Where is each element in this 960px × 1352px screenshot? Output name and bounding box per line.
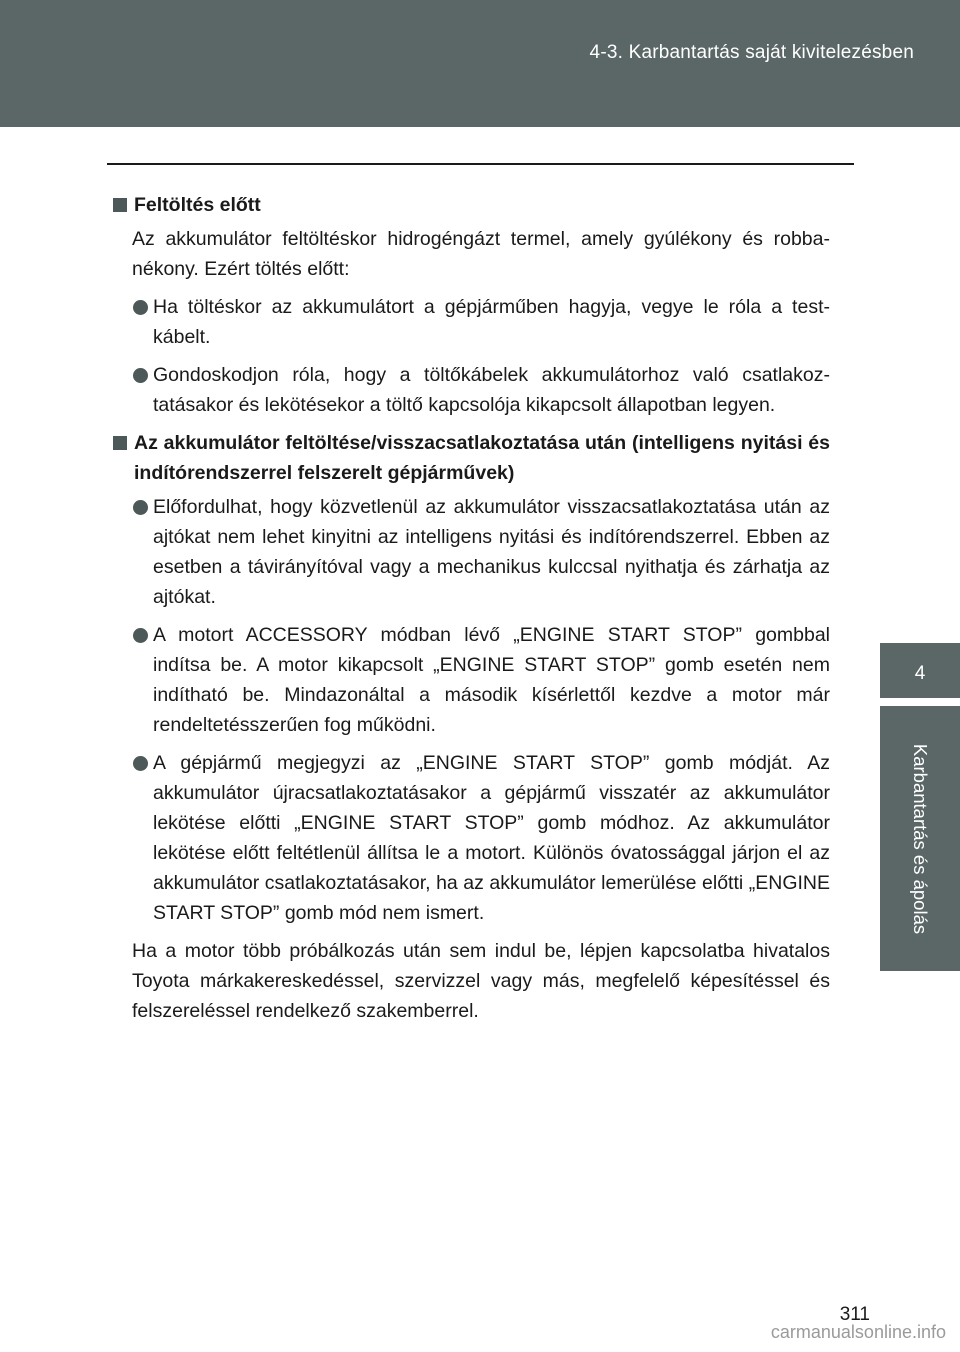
closing-paragraph: Ha a motor több próbálkozás után sem indul be, lépjen kapcsolatba hivatalos Toyota márkakereskedéssel, szervizzel vagy más, megfelelő képesítéssel és felszereléssel rendelkező szakemberrel.	[132, 940, 830, 1022]
list-item-text: Ha töltéskor az akkumulátort a gépjárműben hagyja, vegye le róla a testkábelt.	[153, 296, 830, 348]
circle-bullet-icon	[133, 628, 148, 643]
heading-text: Feltöltés előtt	[134, 194, 261, 216]
list-item-text: A motort ACCESSORY módban lévő „ENGINE START STOP” gombbal indítsa be. A motor kikapcsolt „ENGINE START STOP” gomb esetén nem indítható be. Mindazonáltal a második kísérlettől kezdve a motor már rendeltetésszerűen fog működni.	[153, 624, 830, 736]
chapter-side-tab	[880, 643, 960, 971]
list-item	[132, 748, 830, 928]
list-item	[132, 492, 830, 612]
list-item-text: Gondoskodjon róla, hogy a töltőkábelek akkumulátorhoz való csatlakoztatásakor és lekötésekor a töltő kapcsolója kikapcsolt állapotban legyen.	[153, 364, 830, 416]
chapter-divider	[880, 698, 960, 706]
list-item	[132, 292, 830, 352]
circle-bullet-icon	[133, 300, 148, 315]
page-content	[112, 190, 830, 1034]
heading-text: Az akkumulátor feltöltése/visszacsatlakoztatása után (intelligens nyitási és indítórendszerrel felszerelt gépjárművek)	[134, 432, 830, 484]
list-item	[132, 620, 830, 740]
watermark: carmanualsonline.info	[770, 1322, 946, 1342]
section-heading	[112, 190, 830, 220]
top-rule	[107, 163, 854, 165]
page-number: 311	[839, 1304, 870, 1325]
circle-bullet-icon	[133, 500, 148, 515]
circle-bullet-icon	[133, 756, 148, 771]
section-title: 4-3. Karbantartás saját kivitelezésben	[589, 42, 914, 63]
list-item-text: Előfordulhat, hogy közvetlenül az akkumulátor visszacsatlakoztatása után az ajtókat nem lehet kinyitni az intelligens nyitási és indítórendszerrel. Ebben az esetben a távirányítóval vagy a mechanikus kulccsal nyithatja és zárhatja az ajtókat.	[153, 496, 830, 608]
list-item-text: A gépjármű megjegyzi az „ENGINE START STOP” gomb módját. Az akkumulátor újracsatlakoztatásakor a gépjármű visszatér az akkumulátor lekötése előtti „ENGINE START STOP” gomb módhoz. Az akkumulátor lekötése előtt feltétlenül állítsa le a motort. Különös óvatossággal járjon el az akkumulátor csatlakoztatásakor, ha az akkumulátor lemerülése előtti „ENGINE START STOP” gomb mód nem ismert.	[153, 752, 830, 924]
section-intro: Az akkumulátor feltöltéskor hidrogéngázt termel, amely gyúlékony és robbanékony. Ezért töltés előtt:	[132, 228, 830, 280]
square-bullet-icon	[113, 436, 127, 450]
chapter-number: 4	[914, 663, 926, 684]
circle-bullet-icon	[133, 368, 148, 383]
chapter-title: Karbantartás és ápolás	[910, 743, 931, 935]
header-band	[0, 0, 960, 127]
square-bullet-icon	[113, 198, 127, 212]
list-item	[132, 360, 830, 420]
section-heading	[112, 428, 830, 488]
